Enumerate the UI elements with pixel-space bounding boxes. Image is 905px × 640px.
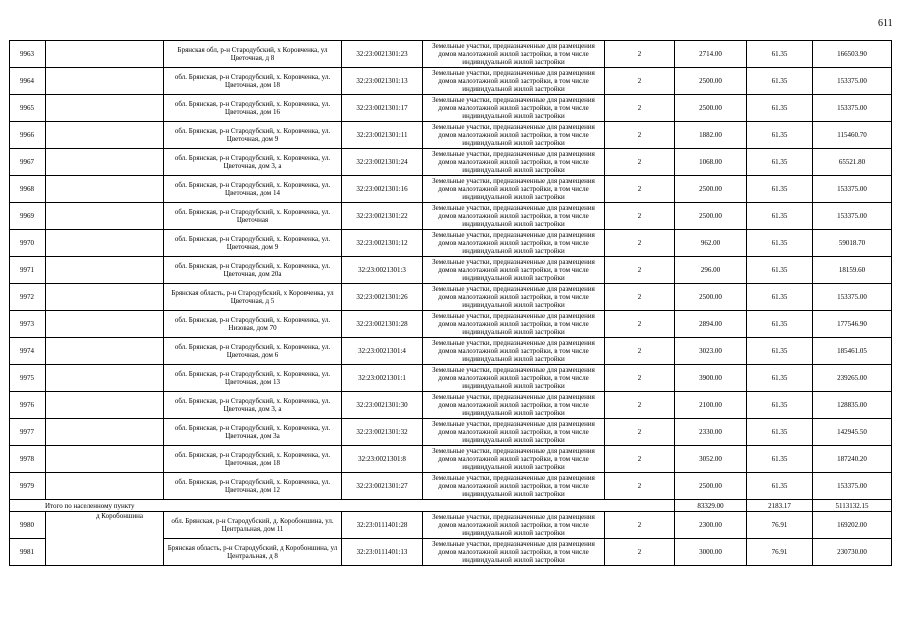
locality-cell xyxy=(46,446,164,473)
area-value: 3900.00 xyxy=(675,365,747,392)
cadastral-number: 32:23:0021301:11 xyxy=(342,122,423,149)
cadastral-value: 169202.00 xyxy=(813,512,892,539)
cadastral-value: 153375.00 xyxy=(813,203,892,230)
table-row xyxy=(10,512,892,539)
specific-value: 61.35 xyxy=(747,473,813,500)
area-value: 2100.00 xyxy=(675,392,747,419)
cadastral-number: 32:23:0021301:13 xyxy=(342,68,423,95)
specific-value: 61.35 xyxy=(747,257,813,284)
address-cell: обл. Брянская, р-н Стародубский, х. Коровченка, ул. Цветочная, дом 12 xyxy=(164,473,342,500)
locality-cell xyxy=(46,473,164,500)
group-number: 2 xyxy=(605,473,675,500)
address-cell: обл. Брянская, р-н Стародубский, х. Коровченка, ул. Цветочная xyxy=(164,203,342,230)
area-value: 962.00 xyxy=(675,230,747,257)
land-use-category: Земельные участки, предназначенные для размещения домов малоэтажной жилой застройки, в том числе индивидуальной жилой застройки xyxy=(423,539,605,566)
locality-cell xyxy=(46,68,164,95)
table-row xyxy=(10,257,892,284)
row-number: 9964 xyxy=(10,68,46,95)
address-cell: обл. Брянская, р-н Стародубский, х. Коровченка, ул. Цветочная, дом 18 xyxy=(164,68,342,95)
locality-cell xyxy=(46,95,164,122)
table-row xyxy=(10,203,892,230)
land-use-category: Земельные участки, предназначенные для размещения домов малоэтажной жилой застройки, в том числе индивидуальной жилой застройки xyxy=(423,203,605,230)
land-parcels-table xyxy=(9,40,892,566)
group-number: 2 xyxy=(605,176,675,203)
cadastral-number: 32:23:0021301:4 xyxy=(342,338,423,365)
cadastral-number: 32:23:0021301:12 xyxy=(342,230,423,257)
specific-value: 61.35 xyxy=(747,392,813,419)
locality-cell xyxy=(46,41,164,68)
land-use-category: Земельные участки, предназначенные для размещения домов малоэтажной жилой застройки, в том числе индивидуальной жилой застройки xyxy=(423,230,605,257)
area-value: 3000.00 xyxy=(675,539,747,566)
summary-row xyxy=(10,500,892,512)
cadastral-value: 187240.20 xyxy=(813,446,892,473)
group-number: 2 xyxy=(605,284,675,311)
area-value: 3023.00 xyxy=(675,338,747,365)
specific-value: 61.35 xyxy=(747,230,813,257)
row-number: 9980 xyxy=(10,512,46,539)
land-use-category: Земельные участки, предназначенные для размещения домов малоэтажной жилой застройки, в том числе индивидуальной жилой застройки xyxy=(423,176,605,203)
locality-cell xyxy=(46,122,164,149)
cadastral-number: 32:23:0021301:24 xyxy=(342,149,423,176)
table-row xyxy=(10,446,892,473)
table-row xyxy=(10,365,892,392)
row-number: 9966 xyxy=(10,122,46,149)
row-number: 9974 xyxy=(10,338,46,365)
cadastral-number: 32:23:0021301:28 xyxy=(342,311,423,338)
area-value: 2714.00 xyxy=(675,41,747,68)
row-number: 9968 xyxy=(10,176,46,203)
row-number: 9970 xyxy=(10,230,46,257)
specific-value: 61.35 xyxy=(747,122,813,149)
row-number: 9972 xyxy=(10,284,46,311)
locality-cell xyxy=(46,149,164,176)
cadastral-value: 115460.70 xyxy=(813,122,892,149)
locality-cell xyxy=(46,176,164,203)
land-use-category: Земельные участки, предназначенные для размещения домов малоэтажной жилой застройки, в том числе индивидуальной жилой застройки xyxy=(423,149,605,176)
land-use-category: Земельные участки, предназначенные для размещения домов малоэтажной жилой застройки, в том числе индивидуальной жилой застройки xyxy=(423,95,605,122)
address-cell: обл. Брянская, р-н Стародубский, х. Коровченка, ул. Цветочная, дом 16 xyxy=(164,95,342,122)
table-row xyxy=(10,41,892,68)
address-cell: обл. Брянская, р-н Стародубский, х. Коровченка, ул. Низовая, дом 70 xyxy=(164,311,342,338)
cadastral-number: 32:23:0021301:1 xyxy=(342,365,423,392)
specific-value: 61.35 xyxy=(747,149,813,176)
page-number: 611 xyxy=(878,18,893,29)
cadastral-value: 128835.00 xyxy=(813,392,892,419)
table-row xyxy=(10,68,892,95)
address-cell: обл. Брянская, р-н Стародубский, х. Коровченка, ул. Цветочная, дом 14 xyxy=(164,176,342,203)
address-cell: обл. Брянская, р-н Стародубский, х. Коровченка, ул. Цветочная, дом 9 xyxy=(164,122,342,149)
address-cell: обл. Брянская, р-н Стародубский, х. Коровченка, ул. Цветочная, дом 3, а xyxy=(164,392,342,419)
address-cell: обл. Брянская, р-н Стародубский, д. Коробоншина, ул. Центральная, дом 11 xyxy=(164,512,342,539)
table-row xyxy=(10,473,892,500)
table-row xyxy=(10,284,892,311)
locality-name: д Коробоншина xyxy=(46,512,164,566)
row-number: 9981 xyxy=(10,539,46,566)
area-value: 1068.00 xyxy=(675,149,747,176)
address-cell: обл. Брянская, р-н Стародубский, х. Коровченка, ул. Цветочная, дом 3а xyxy=(164,419,342,446)
cadastral-value: 153375.00 xyxy=(813,95,892,122)
group-number: 2 xyxy=(605,392,675,419)
cadastral-number: 32:23:0021301:26 xyxy=(342,284,423,311)
land-use-category: Земельные участки, предназначенные для размещения домов малоэтажной жилой застройки, в том числе индивидуальной жилой застройки xyxy=(423,311,605,338)
summary-upks: 2183.17 xyxy=(747,500,813,512)
specific-value: 61.35 xyxy=(747,176,813,203)
land-use-category: Земельные участки, предназначенные для размещения домов малоэтажной жилой застройки, в том числе индивидуальной жилой застройки xyxy=(423,392,605,419)
cadastral-value: 18159.60 xyxy=(813,257,892,284)
area-value: 296.00 xyxy=(675,257,747,284)
group-number: 2 xyxy=(605,419,675,446)
row-number: 9977 xyxy=(10,419,46,446)
specific-value: 61.35 xyxy=(747,419,813,446)
table-row xyxy=(10,122,892,149)
row-number: 9975 xyxy=(10,365,46,392)
area-value: 1882.00 xyxy=(675,122,747,149)
table-row xyxy=(10,176,892,203)
row-number: 9979 xyxy=(10,473,46,500)
land-use-category: Земельные участки, предназначенные для размещения домов малоэтажной жилой застройки, в том числе индивидуальной жилой застройки xyxy=(423,446,605,473)
area-value: 2500.00 xyxy=(675,203,747,230)
land-use-category: Земельные участки, предназначенные для размещения домов малоэтажной жилой застройки, в том числе индивидуальной жилой застройки xyxy=(423,122,605,149)
specific-value: 61.35 xyxy=(747,311,813,338)
cadastral-value: 153375.00 xyxy=(813,176,892,203)
cadastral-number: 32:23:0021301:27 xyxy=(342,473,423,500)
locality-cell xyxy=(46,365,164,392)
specific-value: 76.91 xyxy=(747,539,813,566)
table-row xyxy=(10,95,892,122)
row-number: 9973 xyxy=(10,311,46,338)
group-number: 2 xyxy=(605,338,675,365)
specific-value: 76.91 xyxy=(747,512,813,539)
cadastral-value: 59018.70 xyxy=(813,230,892,257)
group-number: 2 xyxy=(605,203,675,230)
address-cell: обл. Брянская, р-н Стародубский, х. Коровченка, ул. Цветочная, дом 13 xyxy=(164,365,342,392)
address-cell: обл. Брянская, р-н Стародубский, х. Коровченка, ул. Цветочная, дом 3, а xyxy=(164,149,342,176)
area-value: 2500.00 xyxy=(675,176,747,203)
locality-cell xyxy=(46,338,164,365)
locality-cell xyxy=(46,419,164,446)
cadastral-number: 32:23:0021301:23 xyxy=(342,41,423,68)
area-value: 2500.00 xyxy=(675,473,747,500)
area-value: 2500.00 xyxy=(675,284,747,311)
specific-value: 61.35 xyxy=(747,284,813,311)
table-row xyxy=(10,149,892,176)
group-number: 2 xyxy=(605,446,675,473)
row-number: 9978 xyxy=(10,446,46,473)
cadastral-value: 230730.00 xyxy=(813,539,892,566)
cadastral-value: 153375.00 xyxy=(813,284,892,311)
address-cell: Брянская область, р-н Стародубский, д Коробоншина, ул Центральная, д 8 xyxy=(164,539,342,566)
group-number: 2 xyxy=(605,122,675,149)
group-number: 2 xyxy=(605,41,675,68)
locality-cell xyxy=(46,392,164,419)
cadastral-value: 153375.00 xyxy=(813,68,892,95)
address-cell: Брянская область, р-н Стародубский, х Коровченка, ул Цветочная, д 5 xyxy=(164,284,342,311)
cadastral-number: 32:23:0111401:28 xyxy=(342,512,423,539)
cadastral-number: 32:23:0021301:30 xyxy=(342,392,423,419)
land-use-category: Земельные участки, предназначенные для размещения домов малоэтажной жилой застройки, в том числе индивидуальной жилой застройки xyxy=(423,68,605,95)
row-number: 9976 xyxy=(10,392,46,419)
specific-value: 61.35 xyxy=(747,68,813,95)
cadastral-value: 65521.80 xyxy=(813,149,892,176)
group-number: 2 xyxy=(605,68,675,95)
land-use-category: Земельные участки, предназначенные для размещения домов малоэтажной жилой застройки, в том числе индивидуальной жилой застройки xyxy=(423,338,605,365)
row-number: 9969 xyxy=(10,203,46,230)
group-number: 2 xyxy=(605,365,675,392)
table-row xyxy=(10,338,892,365)
summary-label: Итого по населенному пункту xyxy=(10,500,675,512)
area-value: 2500.00 xyxy=(675,68,747,95)
land-use-category: Земельные участки, предназначенные для размещения домов малоэтажной жилой застройки, в том числе индивидуальной жилой застройки xyxy=(423,284,605,311)
area-value: 2330.00 xyxy=(675,419,747,446)
table-row xyxy=(10,311,892,338)
cadastral-number: 32:23:0021301:17 xyxy=(342,95,423,122)
cadastral-value: 142945.50 xyxy=(813,419,892,446)
cadastral-value: 166503.90 xyxy=(813,41,892,68)
address-cell: обл. Брянская, р-н Стародубский, х. Коровченка, ул. Цветочная, дом 6 xyxy=(164,338,342,365)
cadastral-value: 177546.90 xyxy=(813,311,892,338)
table-row xyxy=(10,230,892,257)
locality-cell xyxy=(46,203,164,230)
group-number: 2 xyxy=(605,257,675,284)
cadastral-number: 32:23:0021301:16 xyxy=(342,176,423,203)
land-use-category: Земельные участки, предназначенные для размещения домов малоэтажной жилой застройки, в том числе индивидуальной жилой застройки xyxy=(423,473,605,500)
specific-value: 61.35 xyxy=(747,338,813,365)
locality-cell xyxy=(46,257,164,284)
cadastral-number: 32:23:0111401:13 xyxy=(342,539,423,566)
summary-ks: 5113132.15 xyxy=(813,500,892,512)
area-value: 3052.00 xyxy=(675,446,747,473)
locality-cell xyxy=(46,284,164,311)
group-number: 2 xyxy=(605,512,675,539)
address-cell: Брянская обл, р-н Стародубский, х Коровченка, ул Цветочная, д 8 xyxy=(164,41,342,68)
land-use-category: Земельные участки, предназначенные для размещения домов малоэтажной жилой застройки, в том числе индивидуальной жилой застройки xyxy=(423,419,605,446)
table-row xyxy=(10,392,892,419)
cadastral-number: 32:23:0021301:3 xyxy=(342,257,423,284)
land-use-category: Земельные участки, предназначенные для размещения домов малоэтажной жилой застройки, в том числе индивидуальной жилой застройки xyxy=(423,257,605,284)
area-value: 2894.00 xyxy=(675,311,747,338)
area-value: 2500.00 xyxy=(675,95,747,122)
land-use-category: Земельные участки, предназначенные для размещения домов малоэтажной жилой застройки, в том числе индивидуальной жилой застройки xyxy=(423,365,605,392)
cadastral-number: 32:23:0021301:8 xyxy=(342,446,423,473)
specific-value: 61.35 xyxy=(747,95,813,122)
address-cell: обл. Брянская, р-н Стародубский, х. Коровченка, ул. Цветочная, дом 20а xyxy=(164,257,342,284)
summary-area: 83329.00 xyxy=(675,500,747,512)
group-number: 2 xyxy=(605,539,675,566)
group-number: 2 xyxy=(605,230,675,257)
row-number: 9965 xyxy=(10,95,46,122)
specific-value: 61.35 xyxy=(747,446,813,473)
row-number: 9963 xyxy=(10,41,46,68)
land-use-category: Земельные участки, предназначенные для размещения домов малоэтажной жилой застройки, в том числе индивидуальной жилой застройки xyxy=(423,41,605,68)
specific-value: 61.35 xyxy=(747,41,813,68)
address-cell: обл. Брянская, р-н Стародубский, х. Коровченка, ул. Цветочная, дом 18 xyxy=(164,446,342,473)
cadastral-number: 32:23:0021301:22 xyxy=(342,203,423,230)
cadastral-value: 153375.00 xyxy=(813,473,892,500)
cadastral-value: 239265.00 xyxy=(813,365,892,392)
cadastral-value: 185461.05 xyxy=(813,338,892,365)
row-number: 9967 xyxy=(10,149,46,176)
area-value: 2300.00 xyxy=(675,512,747,539)
group-number: 2 xyxy=(605,149,675,176)
row-number: 9971 xyxy=(10,257,46,284)
specific-value: 61.35 xyxy=(747,365,813,392)
group-number: 2 xyxy=(605,311,675,338)
table-row xyxy=(10,419,892,446)
specific-value: 61.35 xyxy=(747,203,813,230)
cadastral-number: 32:23:0021301:32 xyxy=(342,419,423,446)
land-use-category: Земельные участки, предназначенные для размещения домов малоэтажной жилой застройки, в том числе индивидуальной жилой застройки xyxy=(423,512,605,539)
locality-cell xyxy=(46,230,164,257)
group-number: 2 xyxy=(605,95,675,122)
locality-cell xyxy=(46,311,164,338)
address-cell: обл. Брянская, р-н Стародубский, х. Коровченка, ул. Цветочная, дом 9 xyxy=(164,230,342,257)
